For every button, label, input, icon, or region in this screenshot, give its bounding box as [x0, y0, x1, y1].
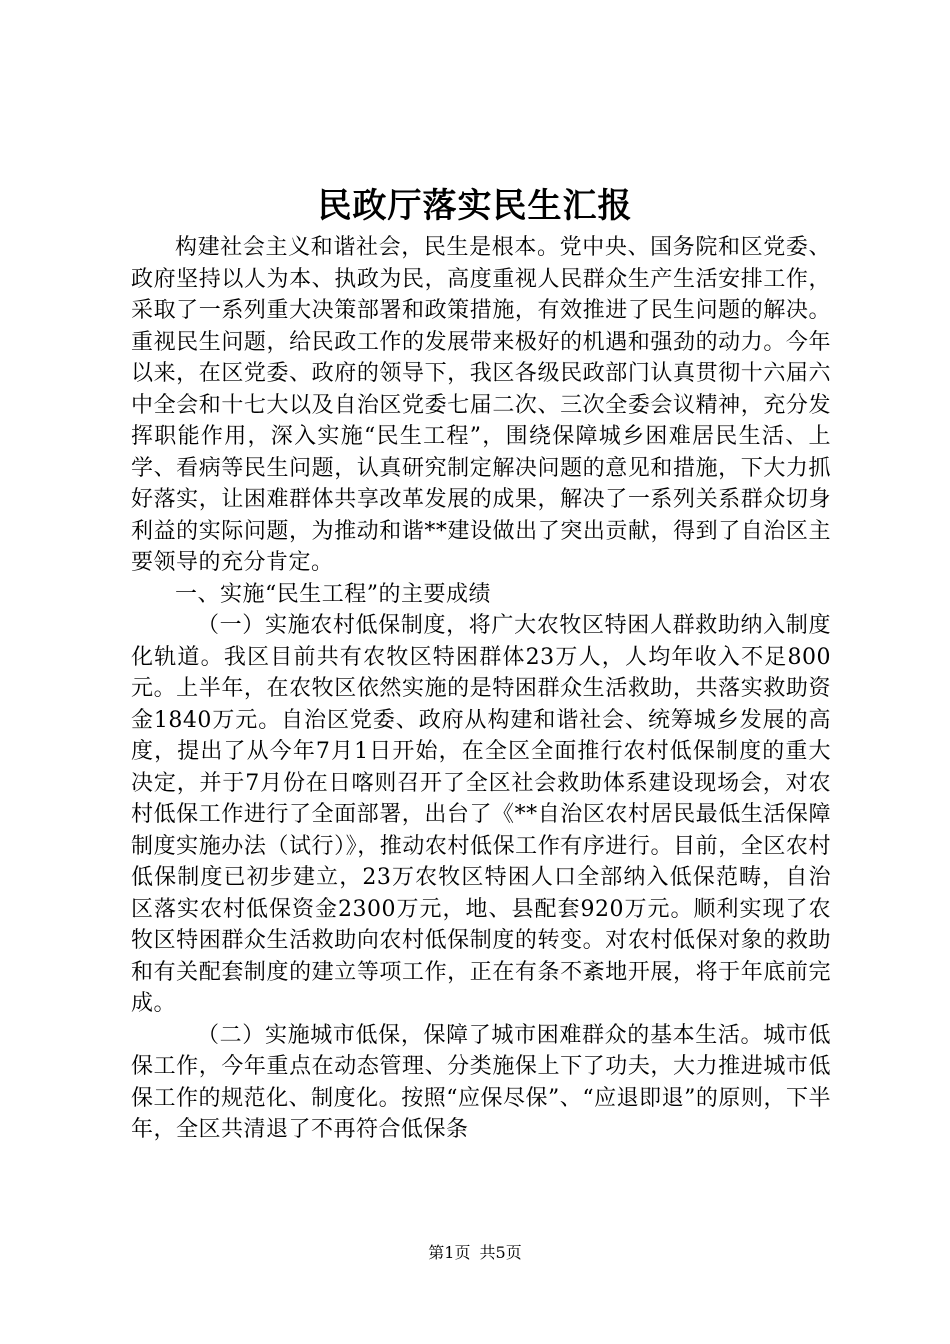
document-title: 民政厅落实民生汇报	[317, 186, 633, 226]
page-number: 第1页	[428, 1243, 471, 1262]
section-heading-1: 一、实施“民生工程”的主要成绩	[175, 581, 491, 607]
subsection-paragraph-2: （二）实施城市低保，保障了城市困难群众的基本生活。城市低保工作，今年重点在动态管理、分类施保上下了功夫，大力推进城市低保工作的规范化、制度化。按照“应保尽保”、“应退即退”的原则，下半年，全区共清退了不再符合低保条	[131, 1022, 831, 1142]
document-body	[131, 232, 831, 1146]
subsection-paragraph-1: （一）实施农村低保制度，将广大农牧区特困人群救助纳入制度化轨道。我区目前共有农牧区特困群体23万人，人均年收入不足800元。上半年，在农牧区依然实施的是特困群众生活救助，共落实救助资金1840万元。自治区党委、政府从构建和谐社会、统筹城乡发展的高度，提出了从今年7月1日开始，在全区全面推行农村低保制度的重大决定，并于7月份在日喀则召开了全区社会救助体系建设现场会，对农村低保工作进行了全面部署，出台了《**自治区农村居民最低生活保障制度实施办法（试行）》，推动农村低保工作有序进行。目前，全区农村低保制度已初步建立，23万农牧区特困人口全部纳入低保范畴，自治区落实农村低保资金2300万元，地、县配套920万元。顺利实现了农牧区特困群众生活救助向农村低保制度的转变。对农村低保对象的救助和有关配套制度的建立等项工作，正在有条不紊地开展，将于年底前完成。	[131, 613, 831, 1016]
page-total: 共5页	[479, 1243, 522, 1262]
page-footer	[0, 1242, 950, 1264]
intro-paragraph: 构建社会主义和谐社会，民生是根本。党中央、国务院和区党委、政府坚持以人为本、执政为民，高度重视人民群众生产生活安排工作，采取了一系列重大决策部署和政策措施，有效推进了民生问题的解决。重视民生问题，给民政工作的发展带来极好的机遇和强劲的动力。今年以来，在区党委、政府的领导下，我区各级民政部门认真贯彻十六届六中全会和十七大以及自治区党委七届二次、三次全委会议精神，充分发挥职能作用，深入实施“民生工程”，围绕保障城乡困难居民生活、上学、看病等民生问题，认真研究制定解决问题的意见和措施，下大力抓好落实，让困难群体共享改革发展的成果，解决了一系列关系群众切身利益的实际问题，为推动和谐**建设做出了突出贡献，得到了自治区主要领导的充分肯定。	[131, 235, 831, 575]
